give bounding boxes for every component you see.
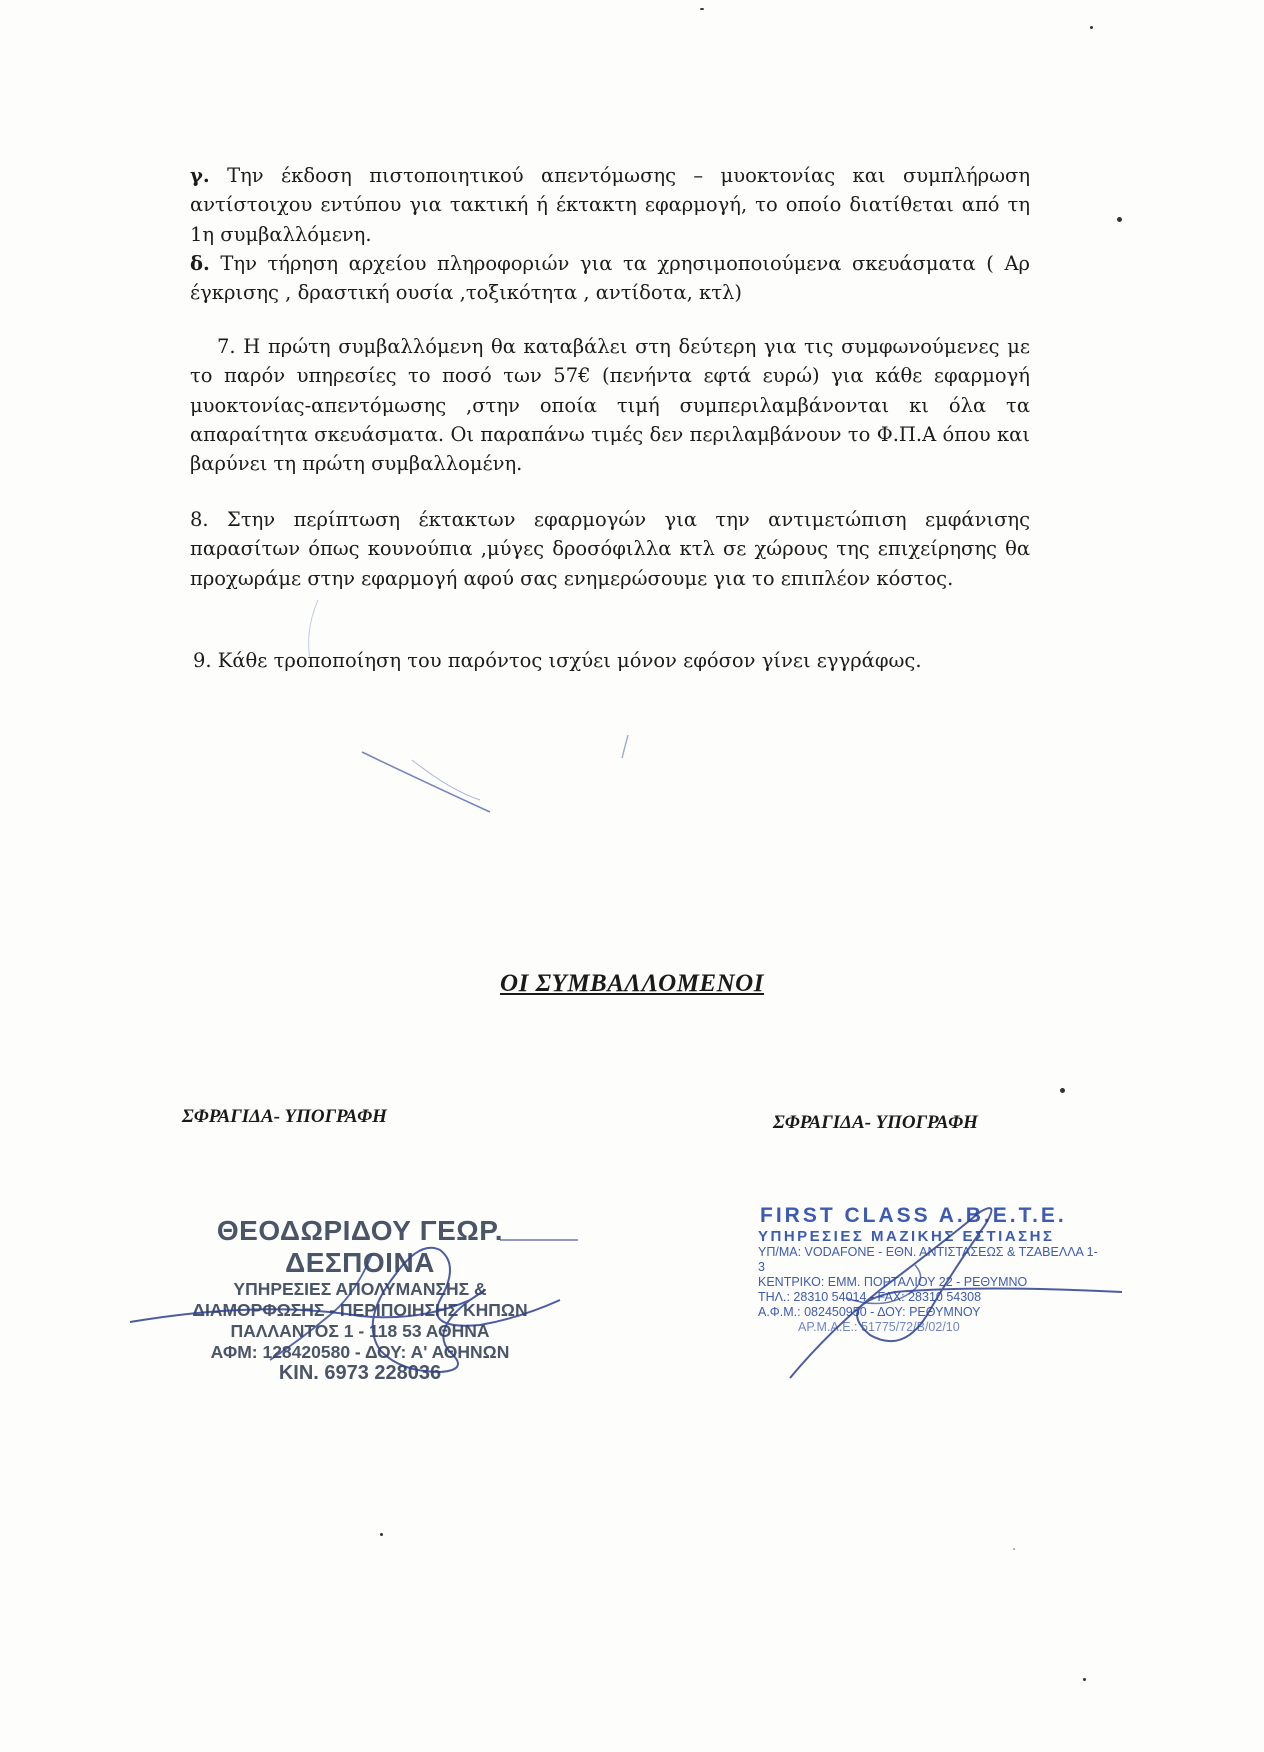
stamp-left-line2: ΔΙΑΜΟΡΦΩΣΗΣ - ΠΕΡΙΠΟΙΗΣΗΣ ΚΗΠΩΝ bbox=[192, 1300, 528, 1320]
contracting-parties-heading: ΟΙ ΣΥΜΒΑΛΛΟΜΕΝΟΙ bbox=[500, 970, 764, 997]
scan-speck bbox=[1060, 1088, 1065, 1093]
stamp-left-line1: ΥΠΗΡΕΣΙΕΣ ΑΠΟΛΥΜΑΝΣΗΣ & bbox=[233, 1279, 487, 1299]
stamp-right-line3: ΚΕΝΤΡΙΚΟ: ΕΜΜ. ΠΟΡΤΑΛΙΟΥ 22 - ΡΕΘΥΜΝΟ bbox=[758, 1275, 1028, 1289]
stamp-left-line4: ΑΦΜ: 128420580 - ΔΟΥ: Α' ΑΘΗΝΩΝ bbox=[210, 1342, 510, 1362]
signature-label-left: ΣΦΡΑΓΙΔΑ- ΥΠΟΓΡΑΦΗ bbox=[182, 1106, 387, 1127]
paragraph-7: 7. Η πρώτη συμβαλλόμενη θα καταβάλει στη δεύτερη για τις συμφωνούμενες με το παρόν υπηρεσίες το ποσό των 57€ (πενήντα εφτά ευρώ) για κάθε εφαρμογή μυοκτονίας-απεντόμωσης ,στην οποία τιμή συμπεριλαμβάνονται κι όλα τα απαραίτητα σκευάσματα. Οι παραπάνω τιμές δεν περιλαμβάνουν το Φ.Π.Α όπου και βαρύνει τη πρώτη συμβαλλομένη. bbox=[190, 335, 1030, 476]
stamp-right-line6: ΑΡ.Μ.Α.Ε.: 51775/72/Β/02/10 bbox=[798, 1320, 960, 1334]
scan-speck bbox=[1090, 26, 1093, 29]
stamp-right-line1: ΥΠΗΡΕΣΙΕΣ ΜΑΖΙΚΗΣ ΕΣΤΙΑΣΗΣ bbox=[758, 1228, 1055, 1245]
stamp-left-line3: ΠΑΛΛΑΝΤΟΣ 1 - 118 53 ΑΘΗΝΑ bbox=[230, 1321, 490, 1341]
scan-speck bbox=[1013, 1548, 1015, 1550]
scan-speck bbox=[380, 1533, 383, 1536]
item-text-delta: Την τήρηση αρχείου πληροφοριών για τα χρησιμοποιούμενα σκευάσματα ( Αρ έγκρισης , δραστική ουσία ,τοξικότητα , αντίδοτα, κτλ) bbox=[190, 252, 1030, 305]
item-label-gamma: γ. bbox=[190, 164, 210, 187]
stamp-right-line4: ΤΗΛ.: 28310 54014 - FAX: 28310 54308 bbox=[758, 1290, 982, 1304]
scan-speck bbox=[1117, 217, 1122, 222]
item-text-gamma: Την έκδοση πιστοποιητικού απεντόμωσης – μυοκτονίας και συμπλήρωση αντίστοιχου εντύπου για τακτική ή έκτακτη εφαρμογή, το οποίο διατίθεται από τη 1η συμβαλλόμενη. bbox=[190, 164, 1031, 246]
item-label-delta: δ. bbox=[190, 252, 210, 275]
stamp-left-line5: ΚΙΝ. 6973 228036 bbox=[278, 1362, 442, 1384]
stamp-right-line2: ΥΠ/ΜΑ: VODAFONE - ΕΘΝ. ΑΝΤΙΣΤΑΣΕΩΣ & ΤΖΑΒΕΛΛΑ 1-3 bbox=[758, 1245, 1098, 1274]
scan-speck bbox=[1083, 1678, 1086, 1681]
scan-speck bbox=[700, 8, 704, 10]
stamp-left-name: ΘΕΟΔΩΡΙΔΟΥ ΓΕΩΡ. ΔΕΣΠΟΙΝΑ bbox=[216, 1215, 504, 1278]
stamp-right-name: FIRST CLASS A.B.E.T.E. bbox=[760, 1204, 1067, 1227]
signature-label-right: ΣΦΡΑΓΙΔΑ- ΥΠΟΓΡΑΦΗ bbox=[773, 1112, 978, 1133]
paragraph-9: 9. Κάθε τροποποίηση του παρόντος ισχύει μόνον εφόσον γίνει εγγράφως. bbox=[193, 649, 922, 672]
stamp-right-line5: Α.Φ.Μ.: 082450950 - ΔΟΥ: ΡΕΘΥΜΝΟΥ bbox=[758, 1305, 981, 1319]
paragraph-8: 8. Στην περίπτωση έκτακτων εφαρμογών για την αντιμετώπιση εμφάνισης παρασίτων όπως κουνούπια ,μύγες δροσόφιλλα κτλ σε χώρους της επιχείρησης θα προχωράμε στην εφαρμογή αφού σας ενημερώσουμε για το επιπλέον κόστος. bbox=[190, 508, 1030, 590]
